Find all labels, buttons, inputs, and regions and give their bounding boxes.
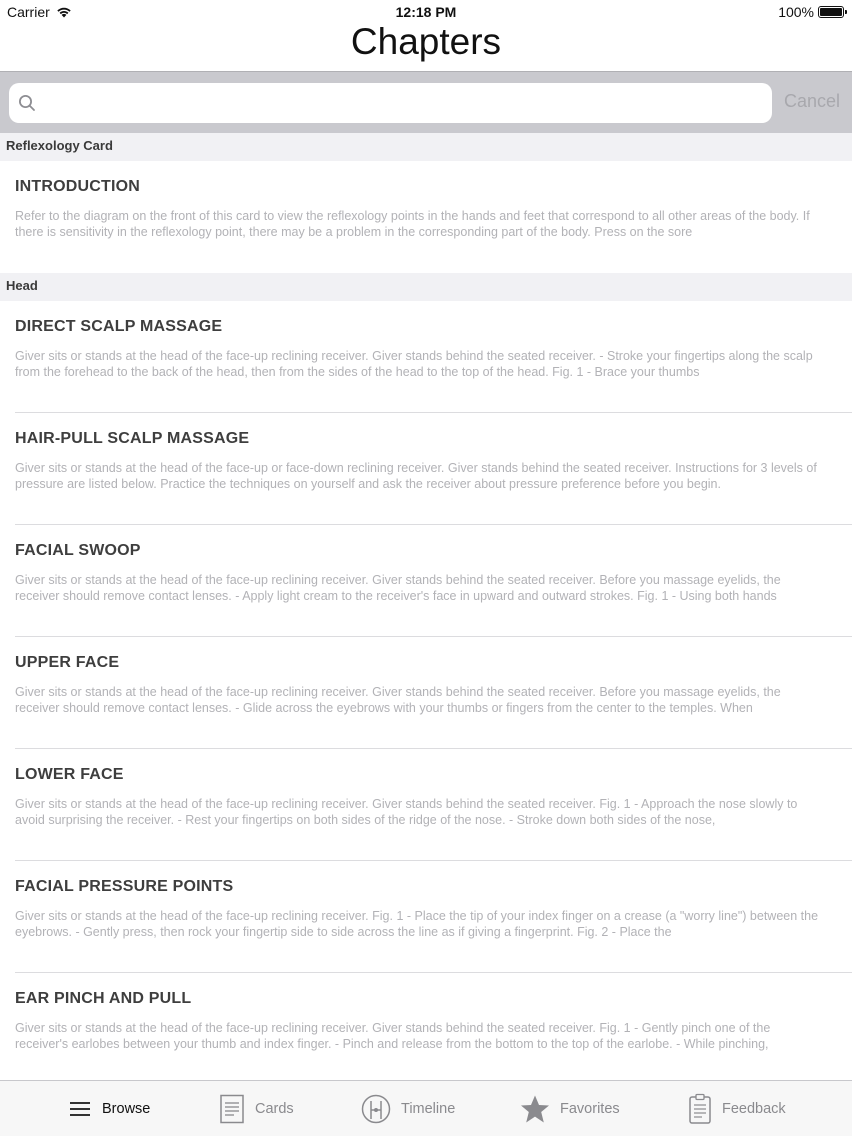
list-item[interactable] (0, 749, 852, 861)
battery-percent: 100% (778, 4, 814, 20)
list-item[interactable] (0, 637, 852, 749)
tab-browse-label: Browse (102, 1101, 151, 1117)
list-item-description: Refer to the diagram on the front of this card to view the reflexology points in the hands and feet that correspond to all other areas of the body. If there is sensitivity in the reflexology point, there may be a problem in the corresponding part of the body. Press on the sore (15, 209, 810, 239)
star-icon (520, 1094, 550, 1124)
section-header-head: Head (0, 273, 852, 301)
list-item-title: INTRODUCTION (15, 178, 141, 195)
list-item-description: Giver sits or stands at the head of the face-up reclining receiver. Giver stands behind the seated receiver. Fig. 1 - Gently pinch one of the receiver's earlobes between your thumb and index finger. - Pinch and release from the bottom to the top of the earlobe. - While pinching, (15, 1021, 771, 1051)
tab-feedback[interactable] (688, 1093, 786, 1125)
cancel-button[interactable]: Cancel (784, 91, 841, 111)
tab-timeline[interactable] (361, 1093, 455, 1125)
list-item-title: LOWER FACE (15, 766, 124, 783)
tab-timeline-label: Timeline (401, 1101, 456, 1117)
battery-icon (818, 6, 844, 18)
list-item-description: Giver sits or stands at the head of the face-up or face-down reclining receiver. Giver stands behind the seated receiver. Instructions for 3 levels of pressure are listed below. Practice the techniques on yourself and ask the receiver about pressure preference before you begin. (15, 461, 817, 491)
list-item[interactable] (0, 525, 852, 637)
list-item-description: Giver sits or stands at the head of the face-up reclining receiver. Giver stands behind the seated receiver. Before you massage eyelids, the receiver should remove contact lenses. - Glide across the eyebrows with your thumbs or fingers from the center to the temples. When (15, 685, 781, 715)
list-item-description: Giver sits or stands at the head of the face-up reclining receiver. Giver stands behind the seated receiver. Before you massage eyelids, the receiver should remove contact lenses. - Apply light cream to the receiver's face in upward and outward strokes. Fig. 1 - Using both hands (15, 573, 781, 603)
timeline-icon (361, 1094, 391, 1124)
tab-browse[interactable] (68, 1093, 150, 1125)
list-item-description: Giver sits or stands at the head of the face-up reclining receiver. Fig. 1 - Place the tip of your index finger on a crease (a "worry line") between the eyebrows. - Gently press, then rock your fingertip side to side across the line as if giving a fingerprint. Fig. 2 - Place the (15, 909, 819, 939)
list-item-description: Giver sits or stands at the head of the face-up reclining receiver. Giver stands behind the seated receiver. - Stroke your fingertips along the scalp from the forehead to the back of the head, then from the sides of the head to the top of the head. Fig. 1 - Brace your thumbs (15, 349, 813, 379)
tab-feedback-label: Feedback (722, 1101, 786, 1117)
list-icon (68, 1099, 92, 1119)
status-time: 12:18 PM (395, 4, 457, 20)
list-item[interactable] (0, 301, 852, 413)
tab-cards[interactable] (219, 1093, 294, 1125)
tab-bar (0, 1080, 852, 1136)
carrier-label: Carrier (7, 4, 50, 20)
page-title: Chapters (350, 21, 502, 62)
search-bar (0, 71, 852, 133)
tab-cards-label: Cards (255, 1101, 294, 1117)
search-field[interactable] (9, 83, 772, 123)
list-item-title: HAIR-PULL SCALP MASSAGE (15, 430, 250, 447)
list-item[interactable] (0, 861, 852, 973)
list-item-title: FACIAL SWOOP (15, 542, 141, 559)
tab-favorites[interactable] (520, 1093, 620, 1125)
list-item-title: EAR PINCH AND PULL (15, 990, 192, 1007)
clipboard-icon (688, 1093, 712, 1125)
list-item[interactable] (0, 973, 852, 1080)
list-item-description: Giver sits or stands at the head of the face-up reclining receiver. Giver stands behind the seated receiver. Fig. 1 - Approach the nose slowly to avoid surprising the receiver. - Rest your fingertips on both sides of the ridge of the nose. - Stroke down both sides of the nose, (15, 797, 798, 827)
search-icon (18, 94, 36, 112)
document-icon (219, 1094, 245, 1124)
list-item[interactable] (0, 413, 852, 525)
list-item-title: UPPER FACE (15, 654, 120, 671)
tab-favorites-label: Favorites (560, 1101, 620, 1117)
list-item-title: FACIAL PRESSURE POINTS (15, 878, 234, 895)
section-header-reflexology-card: Reflexology Card (0, 133, 852, 161)
list-item-title: DIRECT SCALP MASSAGE (15, 318, 223, 335)
search-input[interactable] (45, 83, 760, 123)
chapter-list[interactable] (0, 133, 852, 1080)
list-item[interactable] (0, 161, 852, 273)
